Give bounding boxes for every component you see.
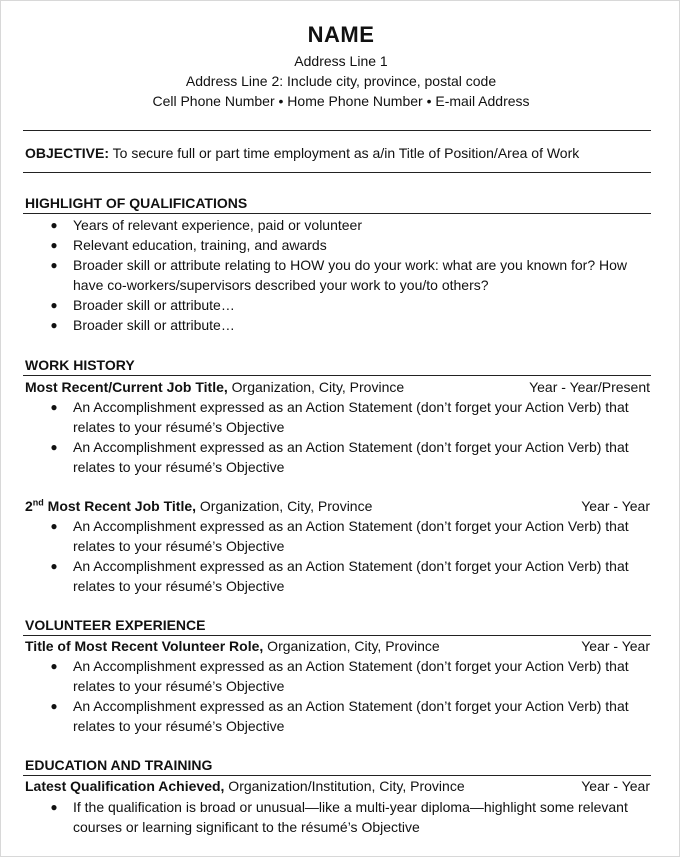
bullet-icon: ● (50, 440, 58, 454)
qualifications-list (1, 215, 680, 335)
bullet-icon: ● (50, 699, 58, 713)
education-qualification: Latest Qualification Achieved, (25, 778, 225, 794)
volunteer-org: Organization, City, Province (263, 638, 440, 654)
list-item: ● Relevant education, training, and awards (1, 235, 643, 255)
address-line-1: Address Line 1 (294, 53, 388, 69)
job-2-list (1, 516, 680, 596)
job-1-org: Organization, City, Province (227, 379, 405, 395)
list-item: ● If the qualification is broad or unusual—like a multi-year diploma—highlight some relevant courses or learning significant to the résumé’s Objective (1, 797, 643, 837)
bullet-icon: ● (50, 238, 58, 252)
volunteer-title: VOLUNTEER EXPERIENCE (25, 617, 206, 633)
list-item: ● Years of relevant experience, paid or volunteer (1, 215, 643, 235)
list-item: ● An Accomplishment expressed as an Action Statement (don’t forget your Action Verb) that relates to your résumé’s Objective (1, 556, 643, 596)
bullet-icon: ● (50, 298, 58, 312)
job-2-title: 2nd Most Recent Job Title, (25, 497, 197, 514)
objective-divider (23, 172, 651, 173)
bullet-icon: ● (50, 318, 58, 332)
bullet-icon: ● (50, 559, 58, 573)
qualifications-title: HIGHLIGHT OF QUALIFICATIONS (25, 195, 248, 211)
bullet-icon: ● (50, 659, 58, 673)
objective-label: OBJECTIVE: (25, 145, 110, 161)
address-line-2: Address Line 2: Include city, province, postal code (185, 73, 497, 89)
volunteer-list (1, 656, 680, 736)
job-2-line (25, 496, 650, 516)
job-1-title: Most Recent/Current Job Title, (25, 379, 228, 395)
volunteer-role-line (25, 636, 650, 656)
education-dates: Year - Year (581, 778, 650, 794)
volunteer-dates: Year - Year (581, 638, 650, 654)
resume-header (1, 19, 680, 111)
list-item: ● An Accomplishment expressed as an Action Statement (don’t forget your Action Verb) that relates to your résumé’s Objective (1, 397, 643, 437)
list-item: ● Broader skill or attribute… (1, 315, 643, 335)
bullet-icon: ● (50, 258, 58, 272)
bullet-icon: ● (50, 800, 58, 814)
list-item: ● An Accomplishment expressed as an Action Statement (don’t forget your Action Verb) that relates to your résumé’s Objective (1, 437, 643, 477)
volunteer-role-title: Title of Most Recent Volunteer Role, (25, 638, 264, 654)
contact-line: Cell Phone Number • Home Phone Number • E-mail Address (152, 93, 530, 109)
education-list (1, 797, 680, 837)
list-item: ● Broader skill or attribute… (1, 295, 643, 315)
education-title: EDUCATION AND TRAINING (25, 757, 213, 773)
list-item: ● An Accomplishment expressed as an Action Statement (don’t forget your Action Verb) that relates to your résumé’s Objective (1, 696, 643, 736)
applicant-name: NAME (307, 22, 375, 47)
education-org: Organization/Institution, City, Province (224, 778, 465, 794)
bullet-icon: ● (50, 519, 58, 533)
job-1-dates: Year - Year/Present (529, 379, 650, 395)
list-item: ● An Accomplishment expressed as an Action Statement (don’t forget your Action Verb) that relates to your résumé’s Objective (1, 656, 643, 696)
list-item: ● Broader skill or attribute relating to HOW you do your work: what are you known for? How have co-workers/supervisors described your work to you/to others? (1, 255, 643, 295)
header-divider (23, 130, 651, 131)
job-2-org: Organization, City, Province (196, 498, 373, 514)
bullet-icon: ● (50, 400, 58, 414)
objective-text: To secure full or part time employment as a/in Title of Position/Area of Work (109, 145, 580, 161)
bullet-icon: ● (50, 218, 58, 232)
list-item: ● An Accomplishment expressed as an Action Statement (don’t forget your Action Verb) that relates to your résumé’s Objective (1, 516, 643, 556)
job-1-list (1, 397, 680, 477)
work-history-divider (23, 375, 651, 376)
qualifications-divider (23, 213, 651, 214)
education-role-line (25, 776, 650, 796)
objective (25, 143, 653, 163)
job-1-line (25, 377, 650, 397)
job-2-dates: Year - Year (581, 498, 650, 514)
work-history-title: WORK HISTORY (25, 357, 135, 373)
